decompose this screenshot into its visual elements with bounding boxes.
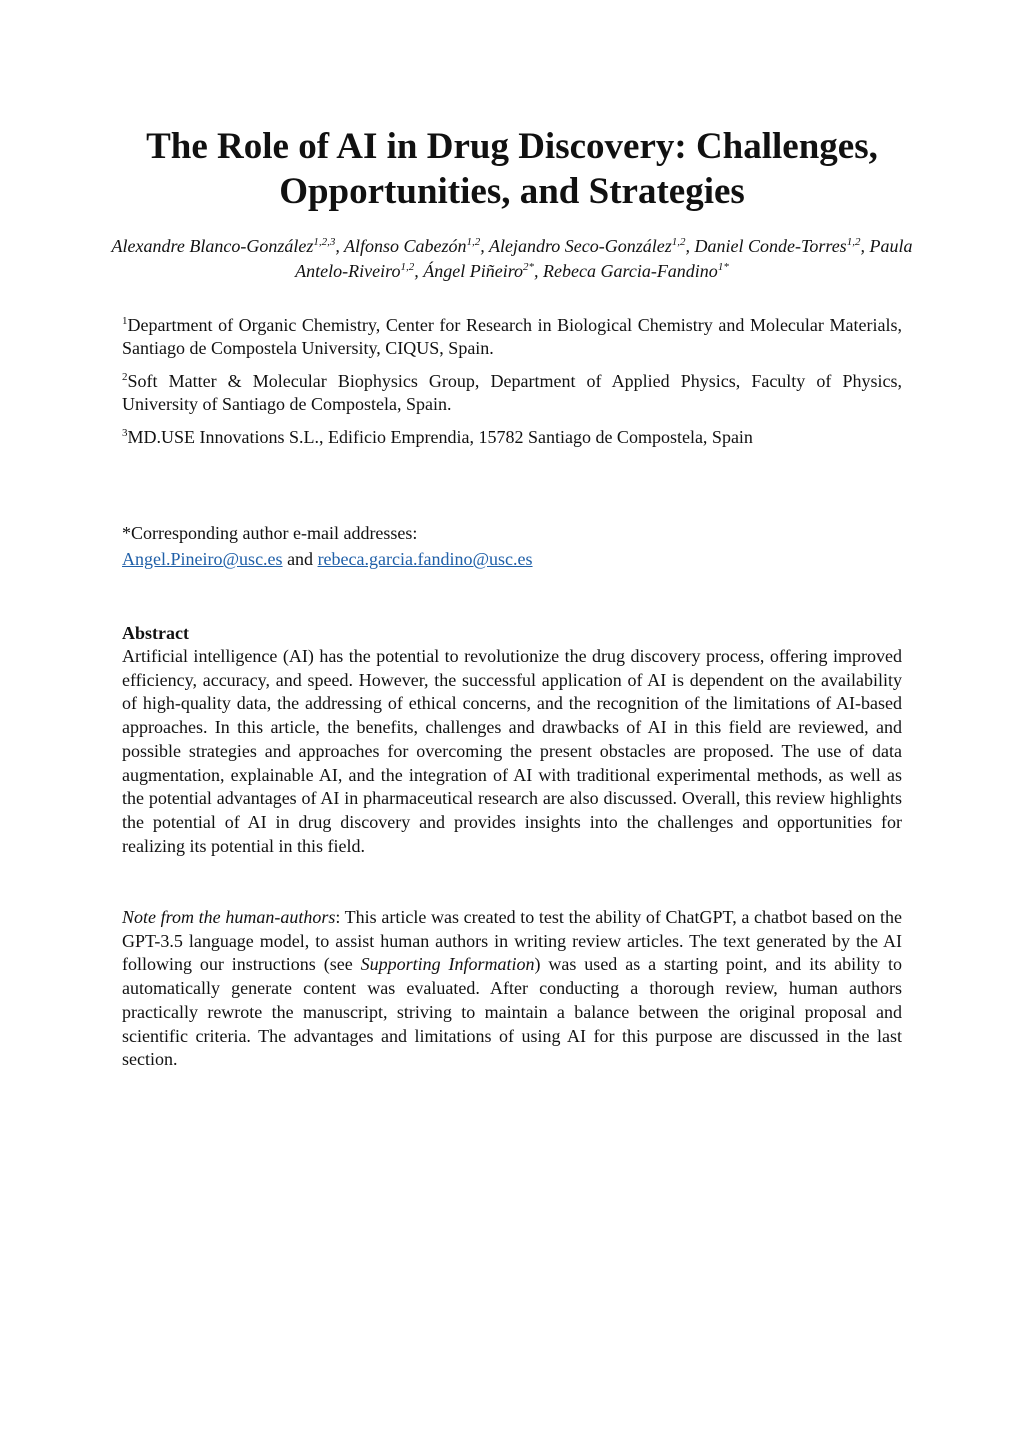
author: Alfonso Cabezón$^{1,2}$, — [344, 236, 489, 256]
affiliation-text: Department of Organic Chemistry, Center for Research in Biological Chemistry and Molecular Materials, Santiago de Compostela University, CIQUS, Spain. — [122, 315, 902, 358]
affiliation-number: 2 — [122, 371, 128, 383]
affiliation-number: 3 — [122, 427, 128, 439]
author: Rebeca Garcia-Fandino$^{1*}$ — [543, 261, 729, 281]
note-text-part-1: : This article was created to test the ability of ChatGPT, a chatbot based on the GPT-3.5 language model, to assist human authors in writing review articles. The text generated by the AI following our instructions (see — [122, 907, 902, 975]
affiliation-3 — [122, 426, 902, 449]
author-list — [110, 234, 914, 284]
email-conjunction: and — [282, 549, 318, 569]
affiliation-1 — [122, 314, 902, 360]
author: Ángel Piñeiro$^{2*}$, — [423, 261, 544, 281]
paper-title — [100, 124, 924, 214]
corresponding-emails — [122, 547, 902, 571]
title-line-1: The Role of AI in Drug Discovery: Challenges, — [146, 126, 878, 167]
note-label: Note from the human-authors — [122, 907, 336, 927]
corresponding-author-block — [122, 521, 902, 571]
affiliation-text: MD.USE Innovations S.L., Edificio Emprendia, 15782 Santiago de Compostela, Spain — [127, 427, 753, 447]
author: Daniel Conde-Torres$^{1,2}$, — [694, 236, 870, 256]
note-text-part-2: ) was used as a starting point, and its ability to automatically generate content was evaluated. After conducting a thorough review, human authors practically rewrote the manuscript, striving to maintain a balance between the original proposal and scientific criteria. The advantages and limitations of using AI for this purpose are discussed in the last section. — [122, 954, 903, 1070]
affiliation-number: 1 — [122, 315, 128, 327]
email-link-garcia-fandino[interactable]: rebeca.garcia.fandino@usc.es — [317, 549, 533, 569]
affiliation-2 — [122, 370, 902, 416]
note-emphasis: Supporting Information — [360, 954, 535, 975]
title-line-2: Opportunities, and Strategies — [279, 171, 745, 212]
note-from-authors — [122, 906, 902, 1072]
abstract-body: Artificial intelligence (AI) has the potential to revolutionize the drug discovery process, offering improved efficiency, accuracy, and speed. However, the successful application of AI is dependent on the availability of high-quality data, the addressing of ethical concerns, and the recognition of the limitations of AI-based approaches. In this article, the benefits, challenges and drawbacks of AI in this field are reviewed, and possible strategies and approaches for overcoming the present obstacles are proposed. The use of data augmentation, explainable AI, and the integration of AI with traditional experimental methods, as well as the potential advantages of AI in pharmaceutical research are also discussed. Overall, this review highlights the potential of AI in drug discovery and provides insights into the challenges and opportunities for realizing its potential in this field. — [122, 646, 902, 856]
author: Paula Antelo-Riveiro$^{1,2}$, — [295, 236, 913, 281]
affiliation-text: Soft Matter & Molecular Biophysics Group, Department of Applied Physics, Faculty of Physics, University of Santiago de Compostela, Spain. — [122, 371, 902, 414]
abstract-heading: Abstract — [122, 623, 189, 643]
email-link-pineiro[interactable]: Angel.Pineiro@usc.es — [122, 549, 283, 569]
author: Alejandro Seco-González$^{1,2}$, — [488, 236, 695, 256]
author: Alexandre Blanco-González$^{1,2,3}$, — [111, 236, 345, 256]
corresponding-label: *Corresponding author e-mail addresses: — [122, 523, 418, 543]
